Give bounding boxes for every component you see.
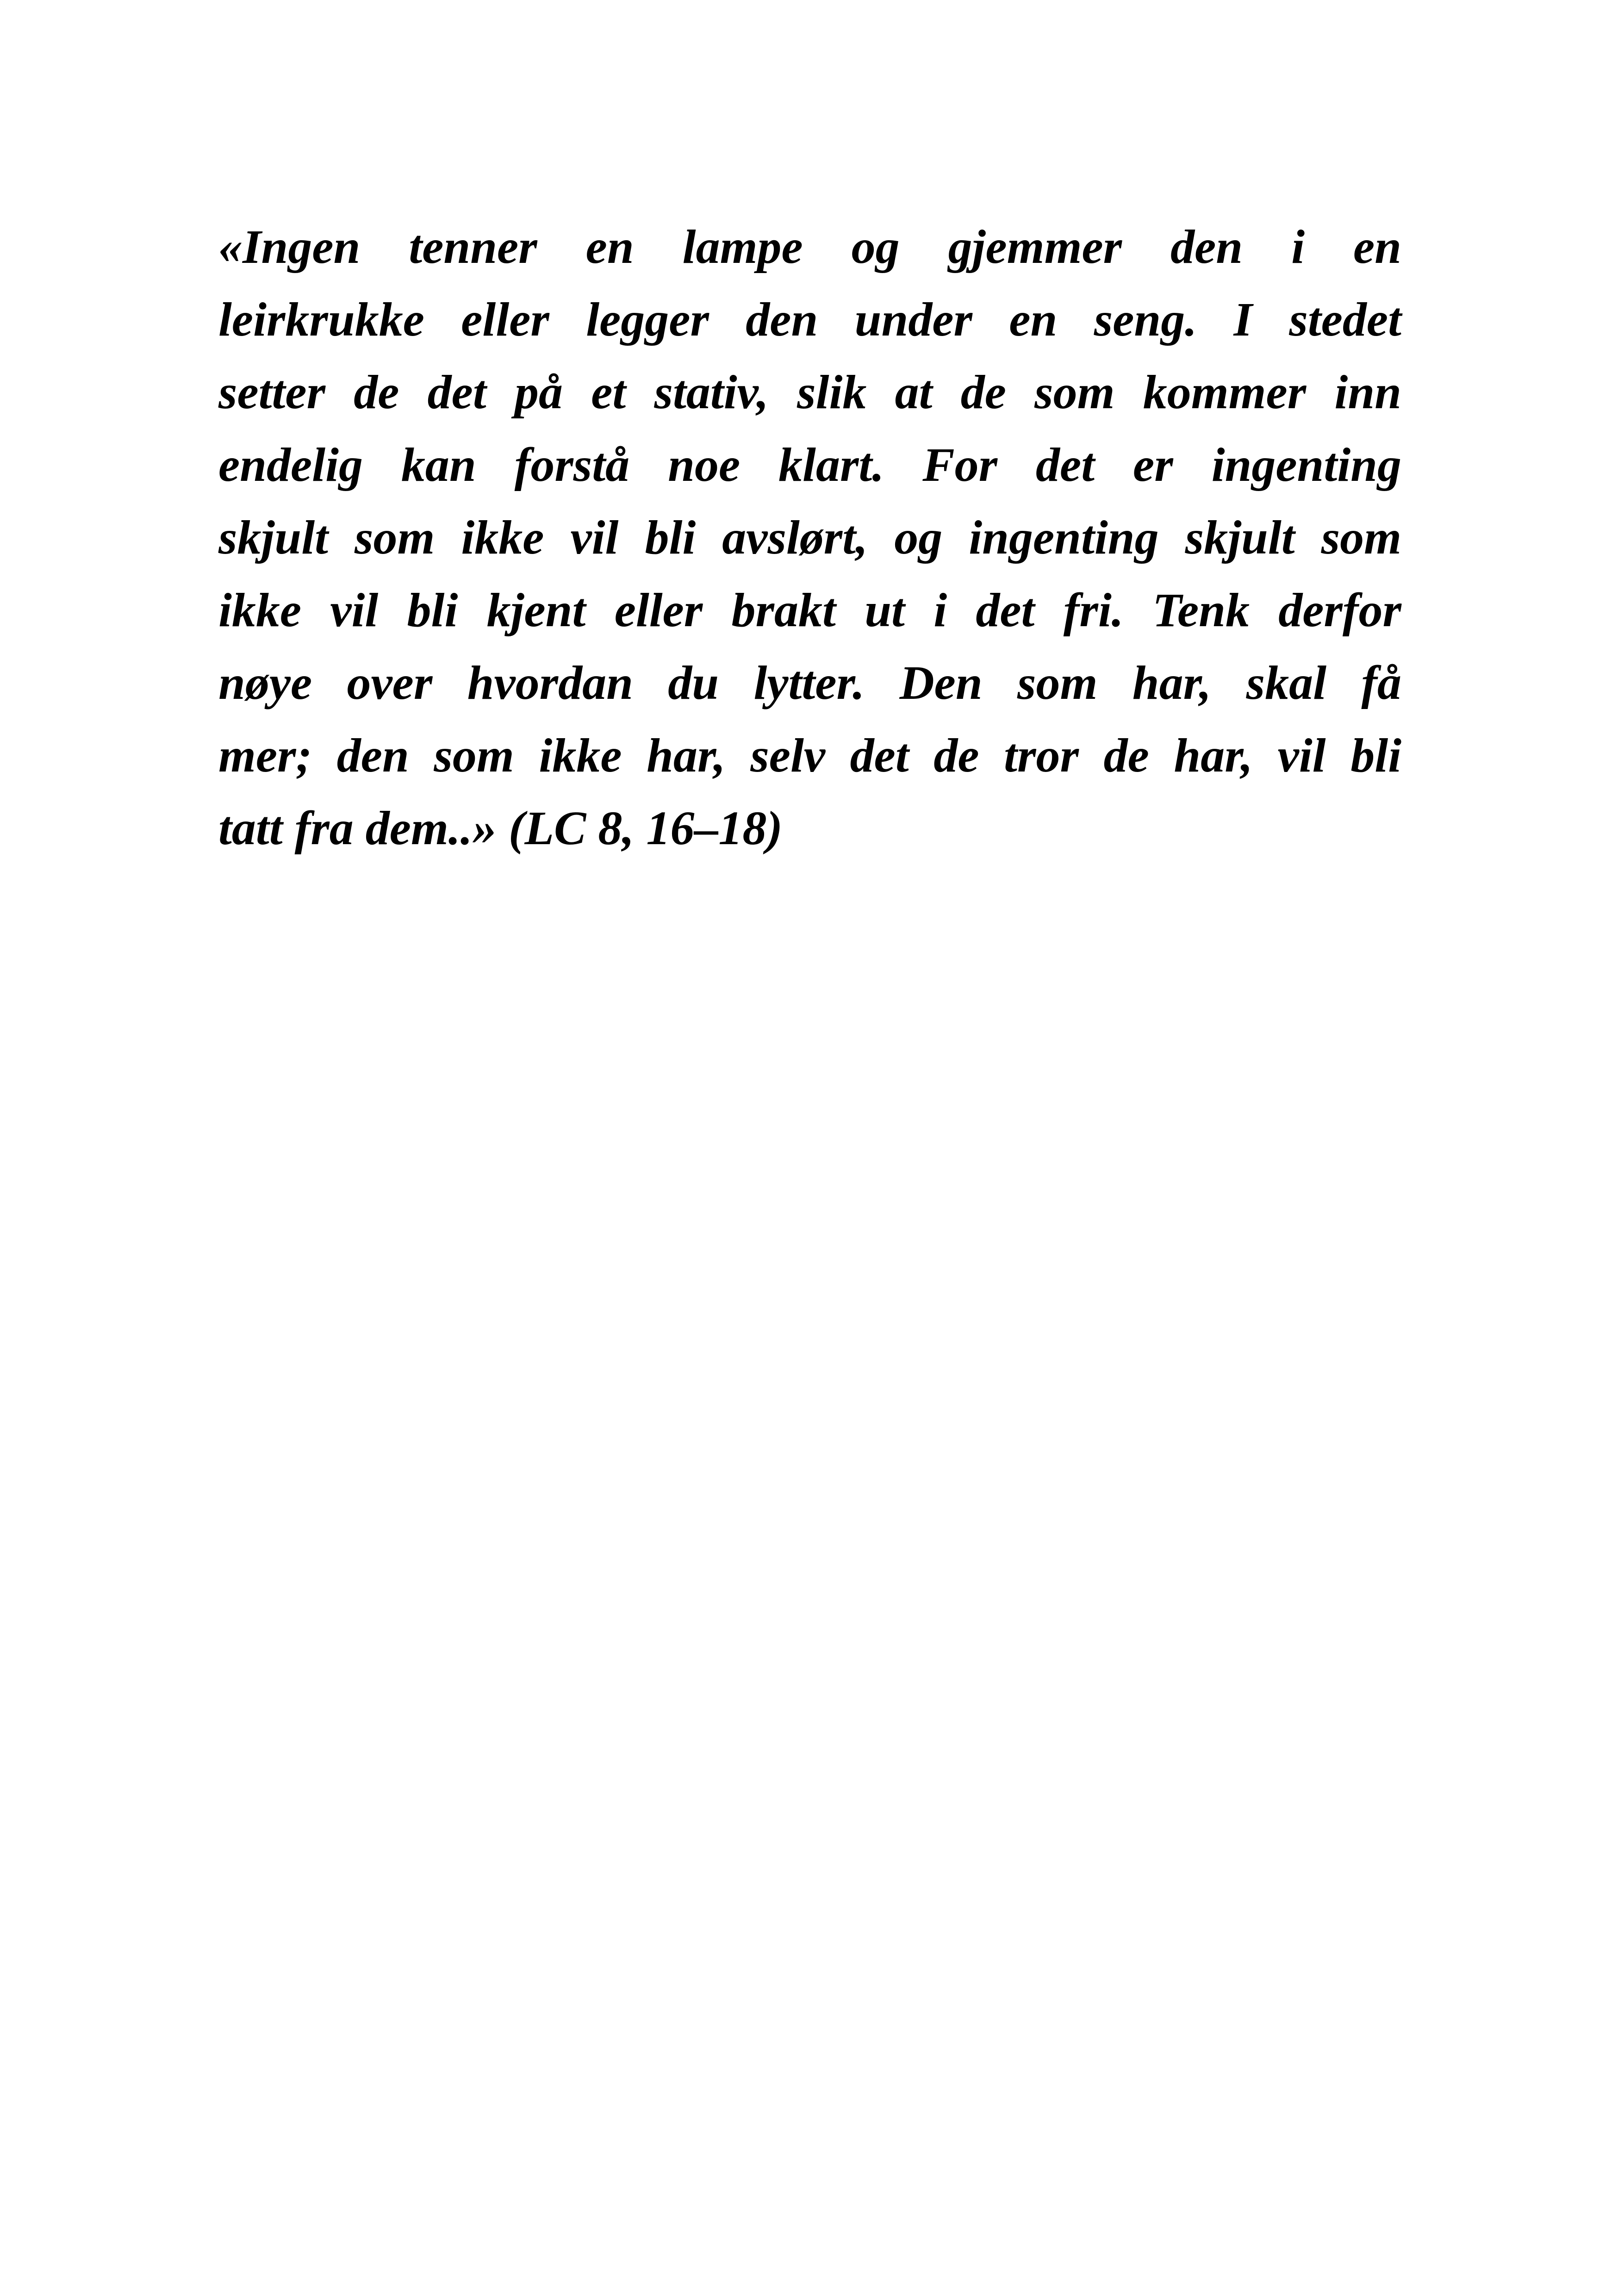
quote-line-7: nøye over hvordan du lytter. Den som har, skal få xyxy=(218,656,1401,709)
quote-line-8: mer; den som ikke har, selv det de tror de har, vil bli xyxy=(218,729,1401,782)
quote-line-5: skjult som ikke vil bli avslørt, og ingenting skjult som xyxy=(218,511,1401,564)
quote-line-9-citation: tatt fra dem..» (LC 8, 16–18) xyxy=(218,802,783,855)
scripture-quote xyxy=(218,211,1401,865)
quote-line-6: ikke vil bli kjent eller brakt ut i det fri. Tenk derfor xyxy=(218,584,1401,637)
quote-line-1: «Ingen tenner en lampe og gjemmer den i en xyxy=(218,220,1401,274)
quote-line-2: leirkrukke eller legger den under en seng. I stedet xyxy=(218,293,1401,346)
quote-line-3: setter de det på et stativ, slik at de som kommer inn xyxy=(218,366,1401,419)
quote-line-4: endelig kan forstå noe klart. For det er ingenting xyxy=(218,438,1401,492)
